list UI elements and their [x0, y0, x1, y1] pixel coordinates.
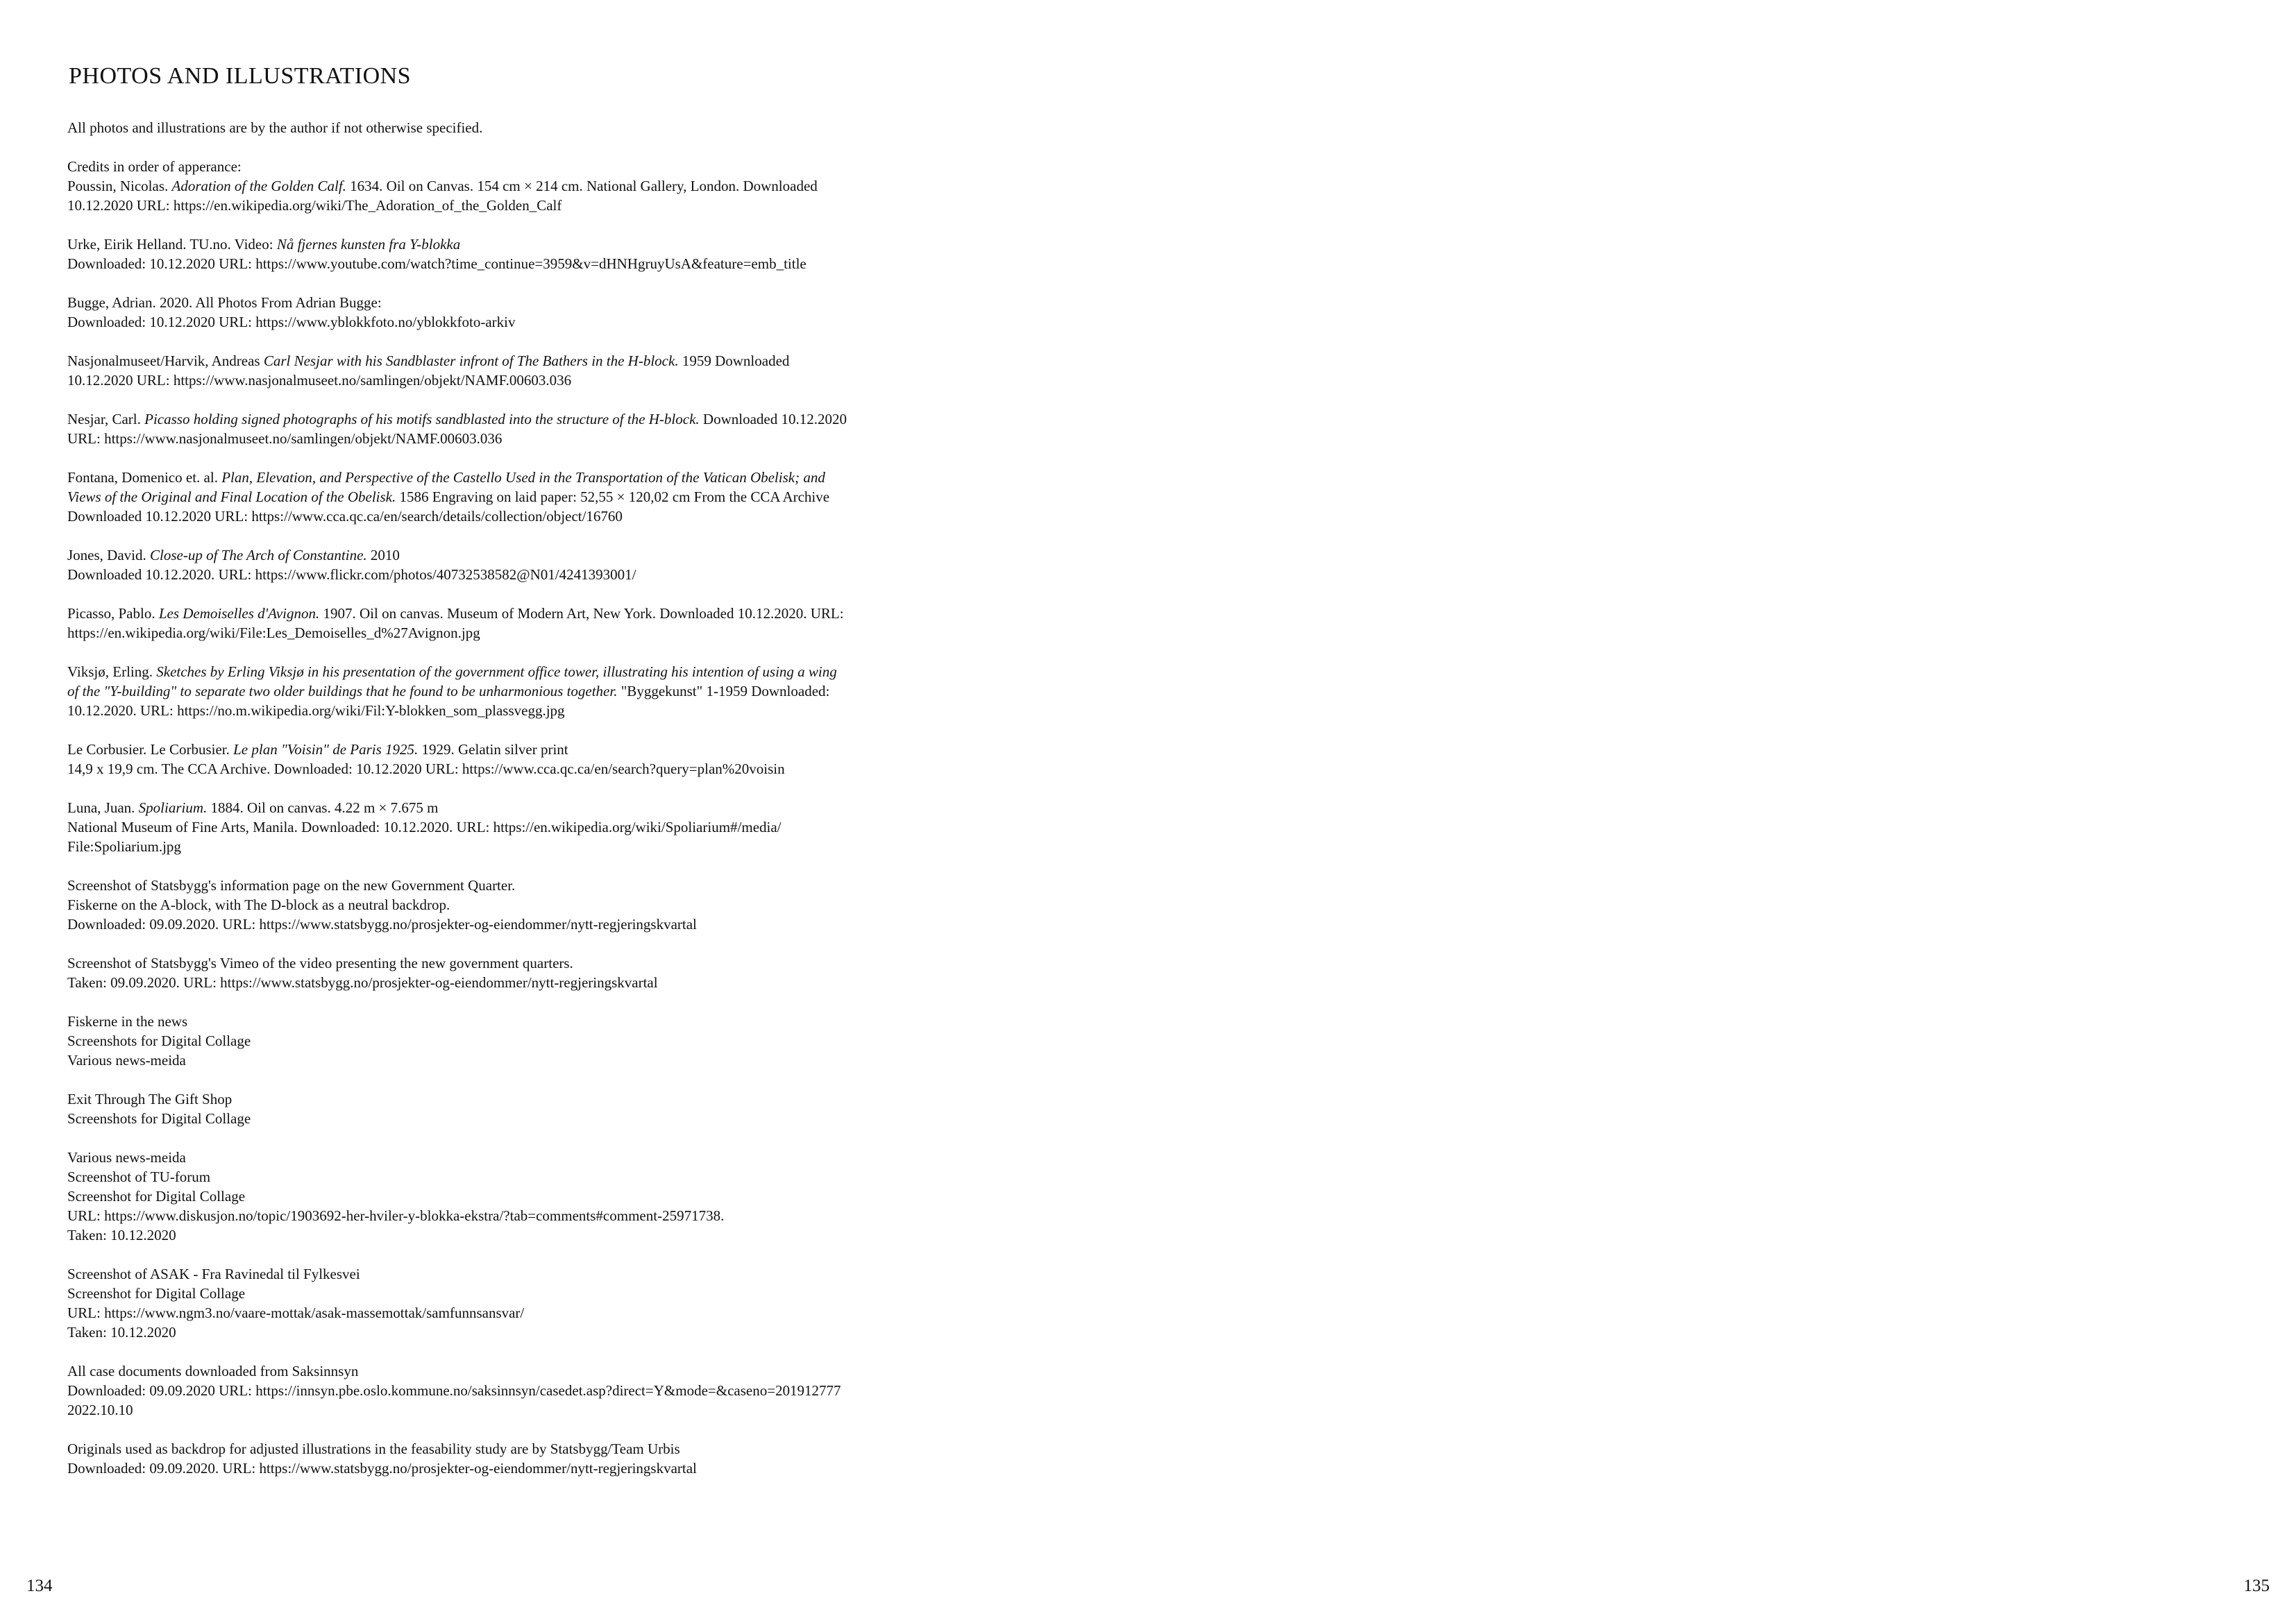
credit-title-italic: of the "Y-building" to separate two older buildings that he found to be unharmonious together.: [67, 683, 618, 699]
credit-text: Nasjonalmuseet/Harvik, Andreas: [67, 352, 264, 369]
credit-line: [67, 1167, 928, 1187]
credit-line: [67, 876, 928, 895]
credit-line: [67, 1284, 928, 1303]
credit-line: [67, 1361, 928, 1381]
credit-entries: [67, 176, 928, 1478]
credit-text: 1929. Gelatin silver print: [418, 741, 568, 758]
credit-line: [67, 662, 928, 681]
credit-text: Downloaded: 09.09.2020. URL: https://www.statsbygg.no/prosjekter-og-eiendommer/nytt-regjeringskvartal: [67, 916, 697, 933]
credit-entry: [67, 604, 928, 643]
credit-text: URL: https://www.diskusjon.no/topic/1903692-her-hviler-y-blokka-ekstra/?tab=comments#comment-25971738.: [67, 1207, 725, 1224]
credit-entry: [67, 1012, 928, 1070]
credit-line: [67, 351, 928, 371]
credit-line: [67, 1187, 928, 1206]
credit-entry: [67, 468, 928, 526]
credit-entry: [67, 1148, 928, 1245]
credit-title-italic: Spoliarium.: [138, 799, 208, 816]
credit-text: 14,9 x 19,9 cm. The CCA Archive. Downloaded: 10.12.2020 URL: https://www.cca.qc.ca/en/search?query=plan%20voisin: [67, 760, 785, 777]
credit-line: [67, 759, 928, 779]
credit-line: [67, 817, 928, 837]
credit-text: Screenshot for Digital Collage: [67, 1285, 246, 1302]
credit-line: [67, 429, 928, 448]
credit-line: [67, 837, 928, 856]
intro-text: All photos and illustrations are by the author if not otherwise specified.: [67, 119, 483, 136]
credit-line: [67, 1323, 928, 1342]
credit-text: 1907. Oil on canvas. Museum of Modern Art, New York. Downloaded 10.12.2020. URL:: [319, 605, 844, 622]
credit-title-italic: Plan, Elevation, and Perspective of the Castello Used in the Transportation of the Vatican Obelisk; and: [221, 469, 825, 486]
credit-entry: [67, 176, 928, 215]
credit-entry: [67, 545, 928, 584]
credit-text: Downloaded: 10.12.2020 URL: https://www.youtube.com/watch?time_continue=3959&v=dHNHgruyUsA&feature=emb_title: [67, 255, 807, 272]
credit-text: All case documents downloaded from Saksinnsyn: [67, 1363, 359, 1379]
credit-title-italic: Sketches by Erling Viksjø in his presentation of the government office tower, illustrating his intention of using a wing: [156, 663, 837, 680]
credit-text: Bugge, Adrian. 2020. All Photos From Adrian Bugge:: [67, 294, 382, 311]
credit-line: [67, 604, 928, 623]
credit-text: Urke, Eirik Helland. TU.no. Video:: [67, 236, 277, 253]
credit-line: [67, 1148, 928, 1167]
credit-line: [67, 1031, 928, 1051]
credit-text: Picasso, Pablo.: [67, 605, 159, 622]
credit-line: [67, 176, 928, 196]
credit-text: URL: https://www.ngm3.no/vaare-mottak/asak-massemottak/samfunnsansvar/: [67, 1305, 525, 1321]
credit-text: Fontana, Domenico et. al.: [67, 469, 222, 486]
credit-line: [67, 1303, 928, 1323]
credit-text: 2022.10.10: [67, 1402, 133, 1418]
credit-text: Taken: 09.09.2020. URL: https://www.statsbygg.no/prosjekter-og-eiendommer/nytt-regjeringskvartal: [67, 974, 658, 991]
credit-line: [67, 565, 928, 584]
credit-text: Exit Through The Gift Shop: [67, 1091, 233, 1107]
credit-text: https://en.wikipedia.org/wiki/File:Les_Demoiselles_d%27Avignon.jpg: [67, 624, 480, 641]
credit-line: [67, 545, 928, 565]
credit-entry: [67, 1089, 928, 1128]
credit-text: URL: https://www.nasjonalmuseet.no/samlingen/objekt/NAMF.00603.036: [67, 430, 503, 447]
credit-entry: [67, 662, 928, 720]
credit-text: 1959 Downloaded: [678, 352, 790, 369]
credit-entry: [67, 953, 928, 992]
credit-title-italic: Views of the Original and Final Location of the Obelisk.: [67, 488, 396, 505]
credit-line: [67, 1206, 928, 1225]
credit-entry: [67, 740, 928, 779]
credit-line: [67, 740, 928, 759]
credit-text: Screenshot of Statsbygg's information page on the new Government Quarter.: [67, 877, 516, 894]
credit-text: Screenshot of TU-forum: [67, 1169, 211, 1185]
credit-line: [67, 468, 928, 487]
credit-line: [67, 1012, 928, 1031]
credit-entry: [67, 351, 928, 390]
credit-text: Screenshot of Statsbygg's Vimeo of the video presenting the new government quarters.: [67, 955, 573, 971]
credit-entry: [67, 798, 928, 856]
credit-entry: [67, 293, 928, 332]
credit-text: Fiskerne on the A-block, with The D-block as a neutral backdrop.: [67, 897, 450, 913]
credit-text: Taken: 10.12.2020: [67, 1324, 176, 1341]
credit-line: [67, 371, 928, 390]
credit-line: [67, 1051, 928, 1070]
credits-label: Credits in order of apperance:: [67, 158, 242, 175]
credit-text: Downloaded: 09.09.2020. URL: https://www.statsbygg.no/prosjekter-og-eiendommer/nytt-regjeringskvartal: [67, 1460, 697, 1477]
credit-entry: [67, 235, 928, 273]
credit-text: 1586 Engraving on laid paper: 52,55 × 120,02 cm From the CCA Archive: [396, 488, 830, 505]
credit-title-italic: Carl Nesjar with his Sandblaster infront of The Bathers in the H-block.: [263, 352, 679, 369]
credit-title-italic: Le plan "Voisin" de Paris 1925.: [233, 741, 419, 758]
credit-text: Luna, Juan.: [67, 799, 139, 816]
credit-line: [67, 953, 928, 973]
credit-text: 10.12.2020 URL: https://en.wikipedia.org/wiki/The_Adoration_of_the_Golden_Calf: [67, 197, 562, 214]
credit-line: [67, 1459, 928, 1478]
credit-line: [67, 1264, 928, 1284]
credit-text: Downloaded: 09.09.2020 URL: https://innsyn.pbe.oslo.kommune.no/saksinnsyn/casedet.asp?direct=Y&mode=&caseno=201912777: [67, 1382, 841, 1399]
credit-line: [67, 1439, 928, 1459]
credit-text: National Museum of Fine Arts, Manila. Downloaded: 10.12.2020. URL: https://en.wikipedia.org/wiki/Spoliarium#/media/: [67, 819, 782, 835]
credit-entry: [67, 876, 928, 934]
credit-text: Various news-meida: [67, 1052, 186, 1069]
credit-entry: [67, 409, 928, 448]
credit-line: [67, 1089, 928, 1109]
credit-entry: [67, 1264, 928, 1342]
credit-text: Jones, David.: [67, 547, 150, 563]
credit-line: [67, 1225, 928, 1245]
credits-list: [67, 118, 928, 1497]
credit-line: [67, 235, 928, 254]
credit-text: Screenshots for Digital Collage: [67, 1033, 251, 1049]
credit-entry: [67, 1439, 928, 1478]
credit-text: File:Spoliarium.jpg: [67, 838, 181, 855]
credit-line: [67, 312, 928, 332]
credit-entry: [67, 1361, 928, 1420]
credit-text: Screenshot of ASAK - Fra Ravinedal til Fylkesvei: [67, 1266, 360, 1282]
credit-title-italic: Les Demoiselles d'Avignon.: [158, 605, 320, 622]
page-number-left: 134: [26, 1577, 53, 1595]
credit-text: Fiskerne in the news: [67, 1013, 188, 1030]
credit-line: [67, 1109, 928, 1128]
credit-title-italic: Nå fjernes kunsten fra Y-blokka: [276, 236, 461, 253]
page-title: PHOTOS AND ILLUSTRATIONS: [69, 63, 412, 89]
credit-line: [67, 915, 928, 934]
credit-text: Screenshots for Digital Collage: [67, 1110, 251, 1127]
credit-text: 1884. Oil on canvas. 4.22 m × 7.675 m: [207, 799, 439, 816]
credit-line: [67, 798, 928, 817]
credit-line: [67, 623, 928, 643]
credit-text: Viksjø, Erling.: [67, 663, 157, 680]
credit-title-italic: Adoration of the Golden Calf.: [171, 178, 346, 194]
credit-text: Screenshot for Digital Collage: [67, 1188, 246, 1205]
credit-line: [67, 1381, 928, 1400]
credit-text: 10.12.2020 URL: https://www.nasjonalmuseet.no/samlingen/objekt/NAMF.00603.036: [67, 372, 572, 389]
credit-line: [67, 681, 928, 701]
credit-text: Downloaded: 10.12.2020 URL: https://www.yblokkfoto.no/yblokkfoto-arkiv: [67, 314, 516, 330]
credit-line: [67, 487, 928, 507]
credit-text: Various news-meida: [67, 1149, 186, 1166]
credit-title-italic: Picasso holding signed photographs of his motifs sandblasted into the structure of the H-block.: [144, 411, 700, 427]
intro-paragraph: [67, 118, 928, 137]
credit-line: [67, 507, 928, 526]
credit-text: Downloaded 10.12.2020. URL: https://www.flickr.com/photos/40732538582@N01/4241393001/: [67, 566, 636, 583]
credit-line: [67, 254, 928, 273]
credit-text: Taken: 10.12.2020: [67, 1227, 176, 1243]
credit-text: Downloaded 10.12.2020 URL: https://www.cca.qc.ca/en/search/details/collection/object/16760: [67, 508, 623, 525]
credit-text: 1634. Oil on Canvas. 154 cm × 214 cm. National Gallery, London. Downloaded: [346, 178, 818, 194]
credit-line: [67, 973, 928, 992]
credit-line: [67, 895, 928, 915]
credit-line: [67, 1400, 928, 1420]
credit-line: [67, 293, 928, 312]
credit-text: Le Corbusier. Le Corbusier.: [67, 741, 234, 758]
credit-text: Poussin, Nicolas.: [67, 178, 172, 194]
credit-text: 2010: [366, 547, 400, 563]
credit-line: [67, 409, 928, 429]
credit-line: [67, 701, 928, 720]
page-number-right: 135: [2243, 1577, 2270, 1595]
credit-text: "Byggekunst" 1-1959 Downloaded:: [617, 683, 830, 699]
credit-text: Downloaded 10.12.2020: [699, 411, 847, 427]
credit-title-italic: Close-up of The Arch of Constantine.: [150, 547, 367, 563]
credit-text: Nesjar, Carl.: [67, 411, 145, 427]
credit-line: [67, 196, 928, 215]
credit-text: 10.12.2020. URL: https://no.m.wikipedia.org/wiki/Fil:Y-blokken_som_plassvegg.jpg: [67, 702, 565, 719]
credit-text: Originals used as backdrop for adjusted illustrations in the feasability study are by Statsbygg/Team Urbis: [67, 1441, 680, 1457]
